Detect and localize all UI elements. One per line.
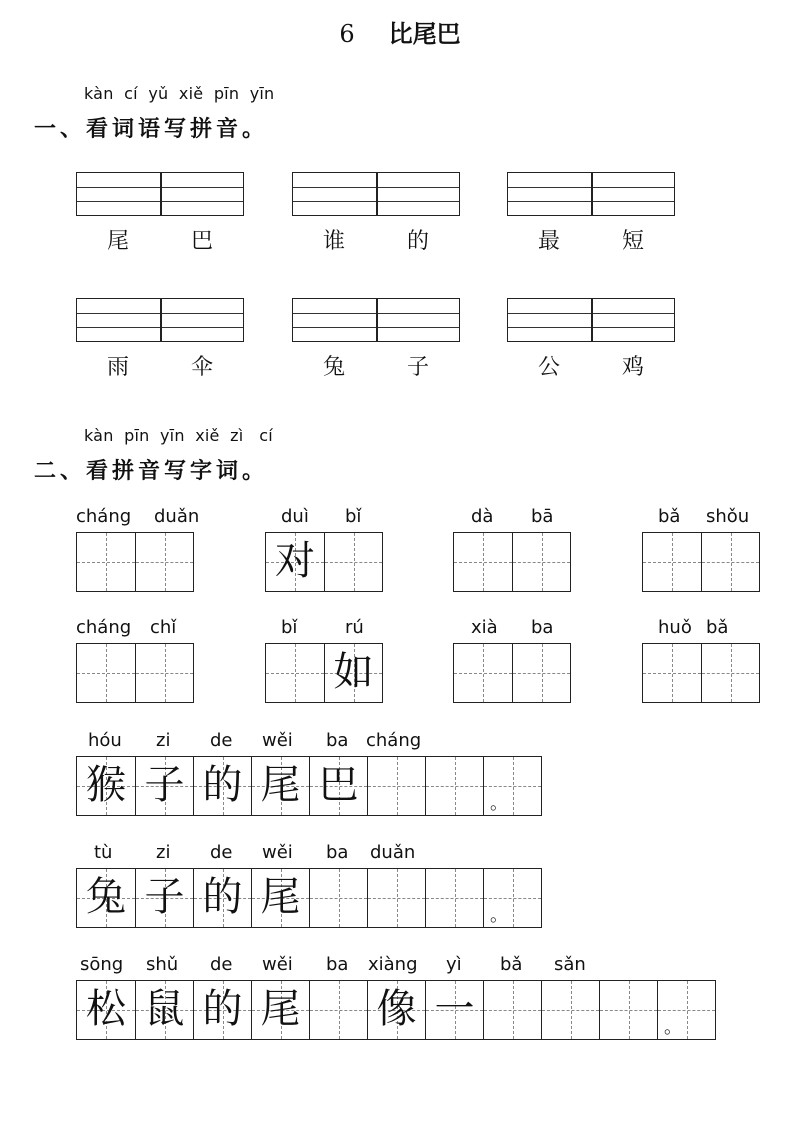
pinyin-label: shǔ (146, 954, 179, 975)
written-character: 一 (434, 986, 475, 1032)
pinyin-label: chǐ (150, 617, 177, 638)
writing-cell[interactable] (193, 869, 251, 927)
grid-divider (376, 299, 378, 341)
writing-cell[interactable] (324, 644, 382, 702)
writing-cell[interactable] (367, 757, 425, 815)
word-character: 子 (406, 355, 429, 380)
writing-cell[interactable] (643, 644, 701, 702)
writing-cell[interactable] (135, 533, 193, 591)
pinyin-label: wěi (262, 954, 293, 975)
pinyin-label: zi (156, 730, 171, 751)
writing-cell[interactable] (251, 869, 309, 927)
word-character: 巴 (190, 229, 213, 254)
pinyin-label: bā (531, 506, 554, 527)
written-character: 尾 (260, 986, 301, 1032)
pinyin-label: yì (446, 954, 462, 975)
word-character: 短 (621, 229, 644, 254)
word-character: 公 (537, 355, 560, 380)
writing-cell[interactable] (425, 757, 483, 815)
writing-cell[interactable] (425, 869, 483, 927)
pinyin-label: xià (471, 617, 498, 638)
writing-cell[interactable] (483, 981, 541, 1039)
writing-cell[interactable] (266, 533, 324, 591)
tianzige-box (76, 643, 194, 703)
writing-cell[interactable] (135, 644, 193, 702)
tianzige-box (76, 532, 194, 592)
pinyin-writing-grid[interactable] (76, 172, 244, 216)
writing-cell[interactable] (483, 869, 541, 927)
writing-cell[interactable] (309, 869, 367, 927)
pinyin-writing-grid[interactable] (292, 172, 460, 216)
pinyin-label: bǎ (706, 617, 729, 638)
writing-cell[interactable] (324, 533, 382, 591)
word-character: 尾 (106, 229, 129, 254)
written-character: 如 (333, 649, 374, 695)
section2-pinyin: kàn pīn yīn xiě zì cí (84, 426, 273, 445)
writing-cell[interactable] (425, 981, 483, 1039)
pinyin-label: ba (326, 954, 349, 975)
pinyin-label: sōng (80, 954, 124, 975)
pinyin-writing-grid[interactable] (507, 298, 675, 342)
writing-cell[interactable] (454, 644, 512, 702)
pinyin-writing-grid[interactable] (76, 298, 244, 342)
pinyin-label: cháng (76, 506, 132, 527)
period-mark: 。 (490, 793, 508, 814)
tianzige-box (265, 643, 383, 703)
pinyin-label: ba (326, 842, 349, 863)
written-character: 尾 (260, 874, 301, 920)
section2-heading: 二、看拼音写字词。 (34, 459, 269, 484)
pinyin-label: dà (471, 506, 494, 527)
word-character: 谁 (322, 229, 345, 254)
word-label (76, 224, 244, 254)
pinyin-label: cháng (366, 730, 422, 751)
word-label (292, 224, 460, 254)
pinyin-label: de (210, 842, 233, 863)
word-character: 兔 (322, 355, 345, 380)
writing-cell[interactable] (512, 533, 570, 591)
written-character: 松 (86, 986, 126, 1032)
pinyin-label: duǎn (370, 842, 416, 863)
pinyin-label: shǒu (706, 506, 750, 527)
pinyin-label: bǐ (281, 617, 298, 638)
tianzige-box (642, 532, 760, 592)
word-character: 的 (406, 229, 429, 254)
pinyin-label: de (210, 730, 233, 751)
written-character: 尾 (260, 762, 301, 808)
writing-cell[interactable] (483, 757, 541, 815)
tianzige-box (265, 532, 383, 592)
pinyin-label: hóu (88, 730, 122, 751)
writing-cell[interactable] (309, 981, 367, 1039)
writing-cell[interactable] (77, 644, 135, 702)
pinyin-label: bǐ (345, 506, 362, 527)
writing-cell[interactable] (367, 869, 425, 927)
written-character: 像 (376, 986, 417, 1032)
grid-divider (591, 299, 593, 341)
pinyin-label: cháng (76, 617, 132, 638)
writing-cell[interactable] (512, 644, 570, 702)
period-mark: 。 (664, 1017, 682, 1038)
pinyin-label: ba (531, 617, 554, 638)
writing-cell[interactable] (77, 981, 135, 1039)
writing-cell[interactable] (657, 981, 715, 1039)
pinyin-label: rú (345, 617, 364, 638)
writing-cell[interactable] (251, 981, 309, 1039)
writing-cell[interactable] (77, 869, 135, 927)
writing-cell[interactable] (454, 533, 512, 591)
writing-cell[interactable] (599, 981, 657, 1039)
writing-cell[interactable] (701, 644, 759, 702)
pinyin-writing-grid[interactable] (507, 172, 675, 216)
lesson-title (0, 14, 800, 49)
pinyin-label: wěi (262, 842, 293, 863)
written-character: 子 (144, 874, 185, 920)
written-character: 的 (202, 762, 243, 808)
section1-heading: 一、看词语写拼音。 (34, 117, 269, 142)
pinyin-label: sǎn (554, 954, 586, 975)
tianzige-box (453, 532, 571, 592)
written-character: 鼠 (144, 986, 185, 1032)
grid-divider (376, 173, 378, 215)
lesson-name: 比尾巴 (388, 20, 461, 48)
writing-cell[interactable] (266, 644, 324, 702)
tianzige-box (76, 868, 542, 928)
section1-pinyin: kàn cí yǔ xiě pīn yīn (84, 84, 275, 103)
word-label (507, 224, 675, 254)
written-character: 兔 (86, 874, 126, 920)
tianzige-box (76, 756, 542, 816)
word-character: 雨 (106, 355, 129, 380)
word-label (76, 350, 244, 380)
grid-divider (160, 299, 162, 341)
written-character: 子 (144, 762, 185, 808)
writing-cell[interactable] (193, 757, 251, 815)
written-character: 对 (275, 538, 315, 584)
writing-cell[interactable] (77, 757, 135, 815)
pinyin-label: ba (326, 730, 349, 751)
writing-cell[interactable] (135, 981, 193, 1039)
grid-divider (591, 173, 593, 215)
tianzige-box (642, 643, 760, 703)
pinyin-label: duì (281, 506, 309, 527)
pinyin-label: de (210, 954, 233, 975)
word-character: 最 (537, 229, 560, 254)
written-character: 猴 (86, 762, 126, 808)
writing-cell[interactable] (251, 757, 309, 815)
writing-cell[interactable] (643, 533, 701, 591)
written-character: 的 (202, 874, 243, 920)
pinyin-label: bǎ (500, 954, 523, 975)
tianzige-box (453, 643, 571, 703)
writing-cell[interactable] (135, 757, 193, 815)
writing-cell[interactable] (77, 533, 135, 591)
writing-cell[interactable] (309, 757, 367, 815)
writing-cell[interactable] (701, 533, 759, 591)
writing-cell[interactable] (541, 981, 599, 1039)
pinyin-label: bǎ (658, 506, 681, 527)
pinyin-label: huǒ (658, 617, 692, 638)
word-label (507, 350, 675, 380)
pinyin-label: wěi (262, 730, 293, 751)
written-character: 的 (202, 986, 243, 1032)
grid-divider (160, 173, 162, 215)
word-label (292, 350, 460, 380)
writing-cell[interactable] (193, 981, 251, 1039)
word-character: 伞 (190, 355, 213, 380)
pinyin-label: duǎn (154, 506, 200, 527)
lesson-number: 6 (339, 20, 355, 48)
word-character: 鸡 (621, 355, 644, 380)
pinyin-label: zi (156, 842, 171, 863)
pinyin-label: xiàng (368, 954, 418, 975)
writing-cell[interactable] (135, 869, 193, 927)
written-character: 巴 (318, 762, 359, 808)
pinyin-writing-grid[interactable] (292, 298, 460, 342)
tianzige-box (76, 980, 716, 1040)
writing-cell[interactable] (367, 981, 425, 1039)
pinyin-label: tù (94, 842, 113, 863)
period-mark: 。 (490, 905, 508, 926)
